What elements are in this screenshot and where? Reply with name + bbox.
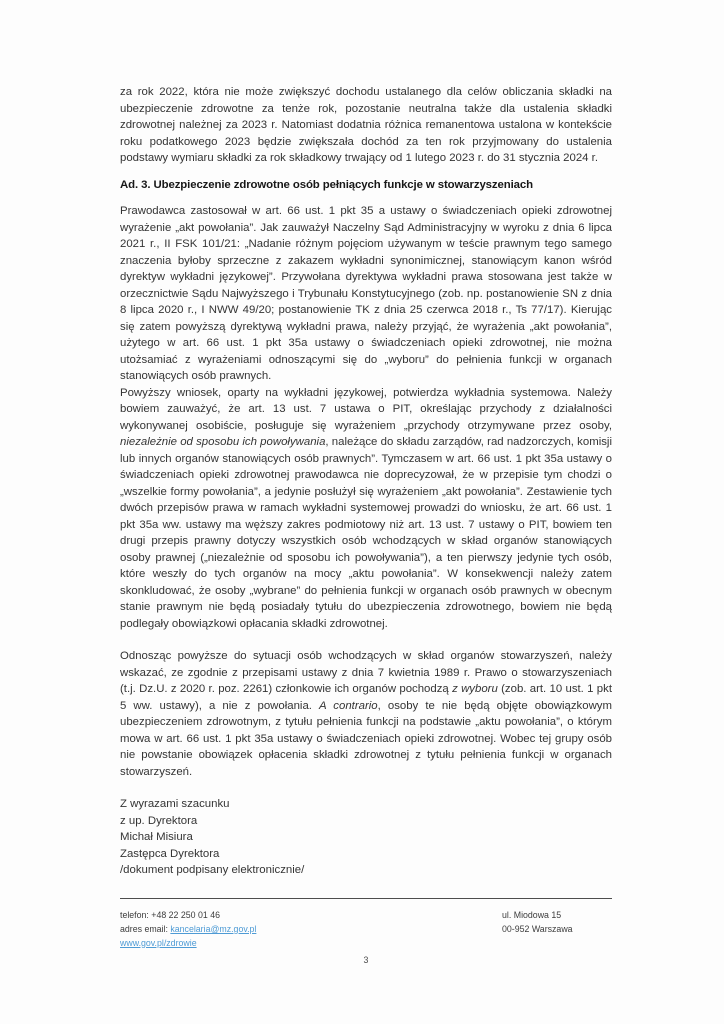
footer-address-block [502,909,612,950]
italic-phrase: niezależnie od sposobu ich powoływania [120,436,326,448]
section-heading [120,177,612,194]
email-label: adres email: [120,923,171,934]
document-body [120,84,612,879]
signature-line [120,796,612,813]
text-run: Ad. 3. Ubezpieczenie zdrowotne osób pełniących funkcje w stowarzyszeniach [120,178,533,191]
page-number: 3 [363,955,369,965]
text-run: Powyższy wniosek, oparty na wykładni językowej, potwierdza wykładnia systemowa. Należy bowiem zauważyć, że art. 13 ust. 7 ustawa o PIT, określając przychody z działalności wykonywanej osobiście, posługuje się wyrażeniem „przychody otrzymywane przez osoby, [120,386,612,432]
text-run: /dokument podpisany elektronicznie/ [120,864,305,876]
paragraph [120,385,612,633]
address-line-2: 00-952 Warszawa [502,923,573,934]
text-run: Odnosząc powyższe do sytuacji osób wchodzących w skład organów stowarzyszeń, należy wskazać, ze zgodnie z przepisami ustawy z dnia 7 kwietnia 1989 r. Prawo o stowarzyszeniach (t.j. Dz.U. z 2020 r. poz. 2261) członkowie ich organów pochodzą [120,650,612,695]
email-link[interactable]: kancelaria@mz.gov.pl [170,923,257,934]
italic-phrase: z wyboru [452,683,498,695]
website-link[interactable]: www.gov.pl/zdrowie [120,937,197,948]
signature-line [120,846,612,863]
email-line [120,923,256,937]
text-run: Z wyrazami szacunku [120,798,230,810]
signature-line [120,829,612,846]
page-footer [120,909,612,950]
text-run: z up. Dyrektora [120,814,198,827]
signature-line [120,862,612,879]
text-run: , osoby te nie będą objęte obowiązkowym ubezpieczeniem zdrowotnym, z tytułu pełnienia funkcji na podstawie „aktu powołania”, o którym mowa w art. 66 ust. 1 pkt 35a ustawy o świadczeniach opieki zdrowotnej. Wobec tej grupy osób nie powstanie obowiązek opłacenia składki zdrowotnej z tytułu pełnienia funkcji w organach stowarzyszeń. [120,699,612,778]
paragraph [120,203,612,385]
signature-line [120,813,612,830]
paragraph [120,84,612,167]
address-line-1: ul. Miodowa 15 [502,910,562,920]
text-run: (zob. art. 10 ust. 1 pkt 5 ww. ustawy), a nie z powołania. [120,683,612,712]
footer-divider [120,898,612,899]
italic-phrase: A contrario [319,699,378,712]
text-run: , należące do składu zarządów, rad nadzorczych, komisji lub innych organów stanowiących osób prawnych”. Tymczasem w art. 66 ust. 1 pkt 35a ustawy o świadczeniach opieki zdrowotnej prawodawca nie doprecyzował, że w przepisie tym chodzi o „wszelkie formy powołania”, a jedynie posłużył się wyrażeniem „akt powołania”. Zestawienie tych dwóch przepisów prawa w ramach wykładni systemowej prowadzi do wniosku, że art. 66 ust. 1 pkt 35a ww. ustawy ma węższy zakres podmiotowy niż art. 13 ust. 7 ustawy o PIT, bowiem ten drugi przepis prawny dotyczy wszystkich osób wchodzących w skład organów stanowiących osoby prawnej („niezależnie od sposobu ich powoływania”), a ten pierwszy jedynie tych osób, które weszły do tych organów na mocy „aktu powołania”. W konsekwencji należy zatem skonkludować, że osoby „wybrane” do pełnienia funkcji w organach osób prawnych w obecnym stanie prawnym nie będą posiadały tytułu do ubezpieczenia zdrowotnego, bowiem nie będą podlegały obowiązkowi opłacania składki zdrowotnej. [120,436,612,630]
phone-line: telefon: +48 22 250 01 46 [120,910,221,920]
text-run: Prawodawca zastosował w art. 66 ust. 1 pkt 35 a ustawy o świadczeniach opieki zdrowotnej wyrażenie „akt powołania”. Jak zauważył Naczelny Sąd Administracyjny w wyroku z dnia 6 lipca 2021 r., II FSK 101/21: „Nadanie różnym pojęciom używanym w teście prawnym tego samego znaczenia byłoby sprzeczne z zakazem wykładni synonimicznej, stanowiącym kanon wśród dyrektyw wykładni językowej”. Przywołana dyrektywa wykładni prawa stosowana jest także w orzecznictwie Sądu Najwyższego i Trybunału Konstytucyjnego (zob. np. postanowienie SN z dnia 8 lipca 2020 r., I NWW 49/20; postanowienie TK z dnia 25 czerwca 2018 r., Ts 77/17). Kierując się zatem powyższą dyrektywą wykładni prawa, należy przyjąć, że wyrażenia „akt powołania”, użytego w art. 66 ust. 1 pkt 35a ustawy o świadczeniach opieki zdrowotnej, nie można utożsamiać z wyrażeniami odnoszącymi się do „wyboru” do pełnienia funkcji w organach stanowiących osób prawnych. [120,205,612,382]
text-run: Zastępca Dyrektora [120,847,220,860]
website-line [120,937,256,951]
text-run: za rok 2022, która nie może zwiększyć dochodu ustalanego dla celów obliczania składki na ubezpieczenie zdrowotne za tenże rok, pozostanie neutralna także dla ustalenia składki zdrowotnej należnej za 2023 r. Natomiast dodatnia różnica remanentowa ustalona w kontekście roku podatkowego 2023 będzie zwiększała dochód za ten rok przyjmowany do ustalenia podstawy wymiaru składki za rok składkowy trwający od 1 lutego 2023 r. do 31 stycznia 2024 r. [120,86,612,164]
text-run: Michał Misiura [120,831,193,843]
footer-contact-block [120,909,256,950]
paragraph [120,648,612,780]
